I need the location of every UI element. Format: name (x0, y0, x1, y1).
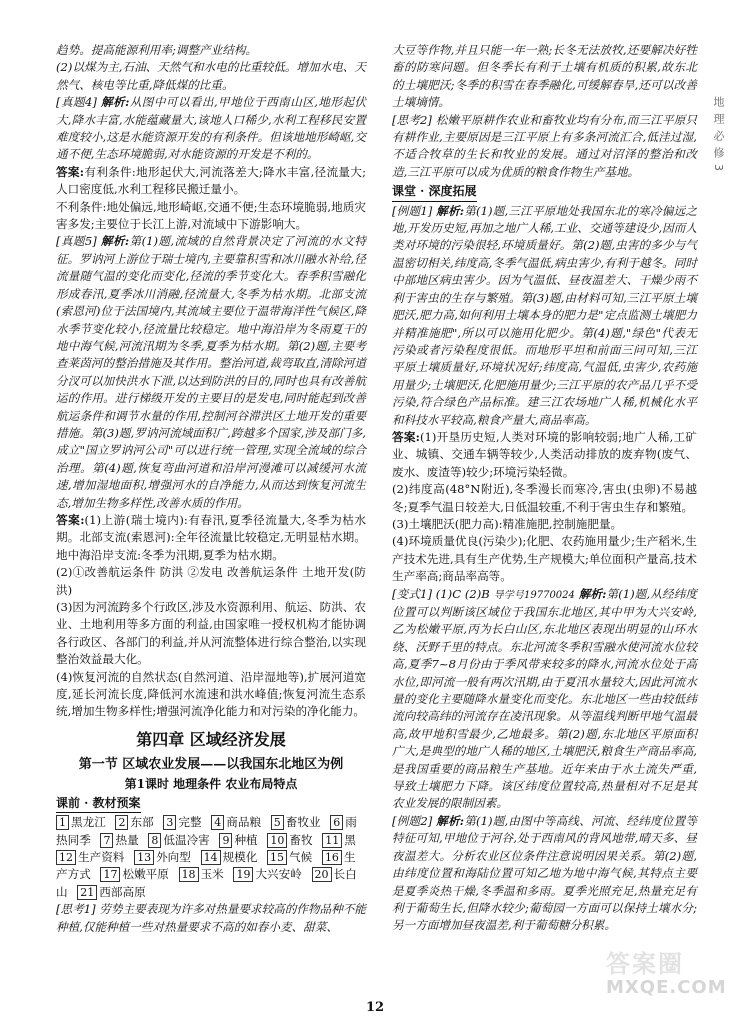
analysis-label: 解析: (101, 95, 130, 110)
answer-block (56, 164, 366, 199)
grid-item-text: 畜牧业 (285, 815, 321, 830)
question-tag: [真题5] (56, 234, 97, 249)
paragraph: (2)以煤为主,石油、天然气和水电的比重较低。增加水电、天然气、核电等比重,降低煤的比重。 (56, 60, 366, 92)
watermark-url: MXQE.COM (606, 977, 727, 998)
grid-item-number: 7 (100, 833, 113, 848)
grid-item-text: 商品粮 (226, 815, 262, 830)
liti1-block (392, 203, 697, 429)
answer-text-4: (4)恢复河流的自然状态(自然河道、沿岸湿地等),扩展河道宽度,延长河流长度,降低河水流速和洪水峰值;恢复河流生态系统,增加生物多样性;增强河流净化能力和对污染的净化能力。 (56, 669, 366, 719)
grid-item-number: 15 (267, 850, 287, 865)
analysis-text: 第(1)题,流域的自然背景决定了河流的水文特征。罗讷河上游位于瑞士境内,主要靠积雪和冰川融水补给,径流量随气温的变化而变化,径流的季节变化大。春季积雪融化形成春汛,夏季冰川消融,径流量大,冬季为枯水期。北部支流(索恩河)位于法国境内,其流域主要位于温带海洋性气候区,降水季节变化较小,径流量比较稳定。地中海沿岸为冬雨夏干的地中海气候,河流汛期为冬季,夏季为枯水期。第(2)题,主要考查莱茵河的整治措施及其作用。整治河道,裁弯取直,清除河道分汊可以加快洪水下泄,以达到防洪的目的,同时也具有改善航运的作用。进行梯级开发的主要目的是发电,同时能起到改善航运条件和调节水量的作用,控制河谷滞洪区土地开发的重要措施。第(3)题,罗讷河流域面积广,跨越多个国家,涉及部门多,成立"国立罗讷河公司"可以进行统一管理,实现全流域的综合治理。第(4)题,恢复弯曲河道和沿岸河漫滩可以减缓河水流速,增加湿地面积,增强河水的自净能力,从而达到恢复河流生态,增加生物多样性,改善水质的作用。 (56, 234, 367, 510)
chapter-title: 第四章 区域经济发展 (136, 729, 286, 749)
grid-item-text: 气候 (289, 850, 313, 865)
answer-text-2: 不利条件:地处偏远,地形崎岖,交通不便;生态环境脆弱,地质灾害多发;主要位于长江上游,对流域中下游影响大。 (56, 199, 366, 232)
analysis-text: 松嫩平原耕作农业和畜牧业均有分布,而三江平原只有耕作业,主要原因是三江平原上有多条河流汇合,低洼过湿,不适合牧草的生长和牧业的发展。通过对沼泽的整治和改造,三江平原可以成为优质的粮食作物生产基地。 (392, 112, 698, 179)
answer-label: 答案: (392, 429, 420, 444)
watermark-text: 答案圈 (606, 950, 684, 978)
answer-label: 答案: (56, 512, 85, 527)
grid-item-text: 种植 (234, 832, 258, 847)
grid-item (134, 850, 191, 864)
grid-item-text: 低温冷害 (163, 832, 210, 847)
grid-item (322, 833, 356, 847)
side-tab-text: 地理必修3 (712, 96, 725, 177)
grid-item (100, 867, 168, 881)
grid-item (100, 833, 138, 847)
grid-item (77, 885, 145, 899)
grid-item-text: 畜牧 (289, 832, 313, 847)
grid-item (148, 833, 209, 847)
grid-item-number: 8 (148, 833, 161, 848)
grid-item-text: 生产资料 (78, 850, 125, 865)
grid-item (219, 833, 257, 847)
grid-item (179, 867, 224, 881)
grid-item (56, 850, 124, 864)
lesson-title: 第1课时 地理条件 农业布局特点 (124, 776, 298, 791)
reference-number: 导学号19770024 (493, 589, 575, 601)
answer-block (392, 429, 697, 481)
answer-text-2: (2)纬度高(48°N附近),冬季漫长而寒冷,害虫(虫卵)不易越冬;夏季气温日较差大,日低温较重,不利于害虫生存和繁殖。 (392, 482, 697, 514)
grid-item-text: 黑 (344, 832, 356, 847)
answer-text: (1)上游(瑞士境内):有春汛,夏季径流量大,冬季为枯水期。北部支流(索恩河):全年径流量比较稳定,无明显枯水期。地中海沿岸支流:冬季为汛期,夏季为枯水期。 (56, 512, 367, 562)
grid-item-text: 规模化 (222, 850, 258, 865)
grid-item-number: 6 (330, 815, 343, 830)
grid-item-number: 18 (179, 867, 199, 882)
answer-text-3: (3)因为河流跨多个行政区,涉及水资源利用、航运、防洪、农业、土地利用等多方面的利益,由国家唯一授权机构才能协调各行政区、各部门的利益,并从河流整体进行综合整治,以实现整治效益最大化。 (56, 600, 366, 667)
grid-item (267, 833, 312, 847)
grid-item-text: 大兴安岭 (255, 867, 302, 882)
analysis-text: 从图中可以看出,甲地位于西南山区,地形起伏大,降水丰富,水能蕴藏量大,该地人口稀少,水利工程移民安置难度较小,这是水能资源开发的有利条件。但该地地形崎岖,交通不便,生态环境脆弱,对水能资源的开发是不利的。 (56, 95, 367, 162)
grid-item-number: 1 (56, 815, 69, 830)
grid-item-text: 外向型 (156, 850, 191, 865)
answer-text: (1)开垦历史短,人类对环境的影响较弱;地广人稀,工矿业、城镇、交通车辆等较少,人类活动排放的废弃物(废气、废水、废渣等)较少;环境污染轻微。 (392, 429, 698, 479)
grid-item-number: 14 (201, 850, 221, 865)
paragraph: 大豆等作物,并且只能一年一熟;长冬无法放牧,还要解决好牲畜的防寒问题。但冬季长有利于土壤有机质的积累,故东北的土壤肥沃;冬季的积雪在春季融化,可缓解春旱,还可以改善土壤墒情。 (392, 43, 697, 110)
analysis-label: 解析: (436, 813, 465, 828)
grid-item-text: 松嫩平原 (122, 867, 169, 882)
side-tab (710, 96, 750, 356)
grid-item-number: 17 (100, 867, 120, 882)
analysis-text: 第(1)题,三江平原地处我国东北的寒冷偏远之地,开发历史短,再加之地广人稀,工业、交通等建设少,因而人类对环境的污染很轻,环境质量好。第(2)题,虫害的多少与气温密切相关,纬度高,冬季气温低,病虫害少,有利于越冬。同时中部地区病虫害少。因为气温低、昼夜温差大、干燥少雨不利于害虫的生存与繁殖。第(3)题,由材料可知,三江平原土壤肥沃,肥力高,如何利用土壤本身的肥力是"定点监测土壤肥力并精准施肥",所以可以施用化肥少。第(4)题,"绿色"代表无污染或者污染程度很低。而地形平坦和前面三问可知,三江平原土壤质量好,环境状况好;纬度高,气温低,虫害少,农药施用量少;土壤肥沃,化肥施用量少;三江平原的农产品几乎不受污染,符合绿色产品标准。建三江农场地广人稀,机械化水平和科技水平较高,粮食产量大,商品率高。 (392, 203, 698, 427)
grid-item-number: 11 (322, 833, 342, 848)
grid-item-text: 雨热同季 (56, 815, 357, 847)
paragraph: 趋势。提高能源利用率;调整产业结构。 (56, 43, 258, 57)
grid-item (201, 850, 258, 864)
analysis-label: 解析: (436, 203, 465, 218)
analysis-text: 第(1)题,从经纬度位置可以判断该区域位于我国东北地区,其中甲为大兴安岭,乙为松嫩平原,丙为长白山区,东北地区表现出明显的山环水绕、沃野千里的特点。东北河流冬季积雪融水使河流水位较高,夏季7~8月份由于季风带来较多的降水,河流水位处于高水位,即河流一般有两次汛期,由于夏汛水量较大,因此河流水量的变化主要随降水量变化而变化。东北地区一些由较低纬流向较高纬的河流存在凌汛现象。从等温线判断甲地气温最高,故甲地积雪最少,乙地最多。第(2)题,东北地区平原面积广大,是典型的地广人稀的地区,土壤肥沃,粮食生产商品率高,是我国重要的商品粮生产基地。近年来由于水土流失严重,导致土壤肥力下降。该区纬度位置较高,热量相对不足是其农业发展的限制因素。 (392, 586, 698, 811)
question-tag: [思考2] (392, 112, 432, 127)
blank-answer-grid (56, 814, 366, 901)
grid-item (271, 815, 321, 829)
grid-item-number: 2 (115, 815, 128, 830)
sikao2-block (392, 112, 697, 182)
grid-item-number: 9 (219, 833, 232, 848)
answer-text-4: (4)环境质量优良(污染少);化肥、农药施用量少;生产稻米,生产技术先进,具有生产优势,生产规模大;单位面积产量高,技术生产率高;商品率高等。 (392, 534, 697, 584)
grid-item (233, 867, 301, 881)
grid-item-number: 21 (77, 885, 97, 900)
grid-item-text: 玉米 (200, 867, 224, 882)
grid-item (115, 815, 153, 829)
grid-item-number: 16 (322, 850, 342, 865)
grid-item-number: 3 (163, 815, 176, 830)
question-tag: [真题4] (56, 95, 97, 110)
left-column (56, 42, 366, 936)
grid-item (56, 815, 106, 829)
zhenti4-block (56, 94, 366, 164)
analysis-text: 劳势主要表现为许多对热量要求较高的作物品种不能种植,仅能种植一些对热量要求不高的如春小麦、甜菜、 (56, 902, 366, 934)
answer-block (56, 512, 366, 564)
grid-item-text: 西部高原 (99, 884, 146, 899)
section-title: 第一节 区域农业发展——以我国东北地区为例 (78, 756, 344, 772)
grid-item-number: 5 (271, 815, 284, 830)
grid-item-number: 13 (134, 850, 154, 865)
answer-text: (1)C (2)B (435, 586, 490, 601)
zhenti5-block (56, 233, 366, 512)
question-tag: [思考1] (56, 902, 96, 917)
right-column (392, 42, 697, 935)
analysis-text: 第(1)题,由图中等高线、河流、经纬度位置等特征可知,甲地位于河谷,处于西南风的背风地带,晴天多、昼夜温差大。分析农业区位条件注意说明因果关系。第(2)题,由纬度位置和海陆位置可知乙地为地中海气候,其特点主要是夏季炎热干燥,冬季温和多雨。夏季光照充足,热量充足有利于葡萄生长,但降水较少;葡萄园一方面可以保持土壤水分;另一方面增加昼夜温差,利于葡萄糖分积累。 (392, 813, 698, 933)
grid-item-text: 生产方式 (56, 850, 356, 882)
grid-item-number: 10 (267, 833, 287, 848)
grid-item-text: 完整 (178, 815, 202, 830)
grid-item (267, 850, 312, 864)
answer-text: 有利条件:地形起伏大,河流落差大;降水丰富,径流量大;人口密度低,水利工程移民搬迁量小。 (56, 164, 366, 197)
course-label-2: 课堂 · 深度拓展 (392, 183, 477, 201)
grid-item-number: 12 (56, 850, 76, 865)
question-tag: [例题1] (392, 203, 433, 218)
grid-item (211, 815, 261, 829)
grid-item-text: 黑龙江 (71, 815, 106, 830)
answer-label: 答案: (56, 164, 85, 179)
grid-item-text: 东部 (130, 815, 154, 830)
course-label: 课前 · 教材预案 (56, 795, 141, 813)
analysis-label: 解析: (578, 586, 607, 601)
answer-text-3: (3)土壤肥沃(肥力高):精准施肥,控制施肥量。 (392, 516, 623, 531)
grid-item-number: 20 (312, 867, 332, 882)
analysis-label: 解析: (100, 234, 130, 249)
liti2-block (392, 813, 697, 935)
page-number: 12 (365, 1000, 385, 1015)
grid-item-number: 19 (233, 867, 253, 882)
grid-item (163, 815, 201, 829)
grid-item-text: 热量 (115, 832, 139, 847)
question-tag: [例题2] (392, 813, 433, 828)
watermark-logo (606, 944, 726, 1008)
grid-item-text: 长白山 (56, 867, 357, 899)
question-tag: [变式1] (392, 586, 432, 601)
answer-text-2: (2)①改善航运条件 防洪 ②发电 改善航运条件 土地开发(防洪) (56, 565, 366, 597)
sikao1-block (56, 901, 366, 936)
grid-item-number: 4 (211, 815, 224, 830)
bianshi1-block (392, 586, 697, 813)
